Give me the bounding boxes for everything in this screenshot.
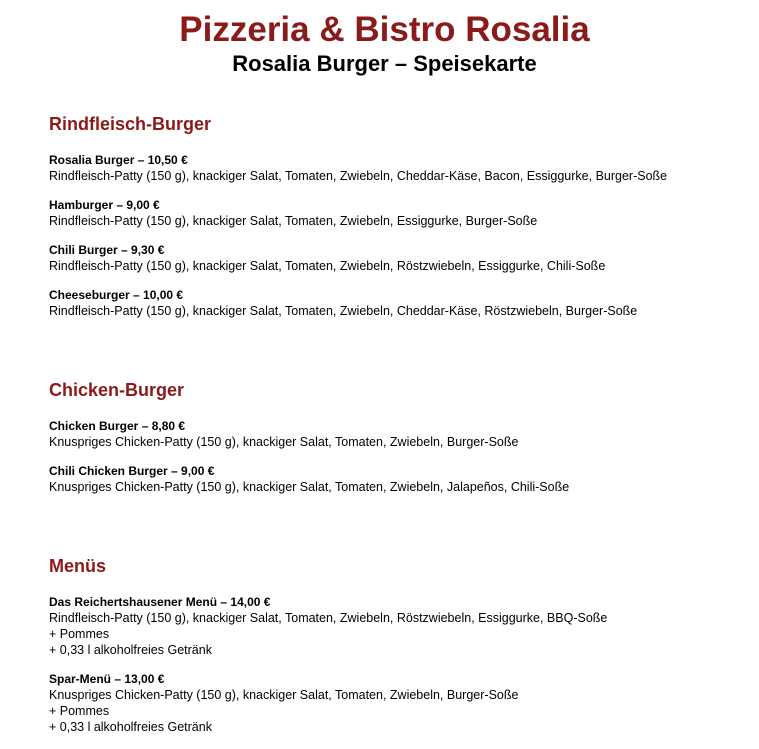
- menu-item-name: Chili Chicken Burger – 9,00 €: [49, 464, 215, 478]
- menu-item-description: Rindfleisch-Patty (150 g), knackiger Salat, Tomaten, Zwiebeln, Röstzwiebeln, Essiggurke, Chili-Soße: [49, 259, 606, 273]
- menu-item-name: Chicken Burger – 8,80 €: [49, 419, 186, 433]
- menu-item: [49, 287, 749, 319]
- menu-item-description: Rindfleisch-Patty (150 g), knackiger Salat, Tomaten, Zwiebeln, Essiggurke, Burger-Soße: [49, 214, 538, 228]
- menu-item: [49, 152, 749, 184]
- menu-item: [49, 242, 749, 274]
- section-heading: Rindfleisch-Burger: [49, 114, 212, 134]
- menu-item-description: Rindfleisch-Patty (150 g), knackiger Salat, Tomaten, Zwiebeln, Röstzwiebeln, Essiggurke, BBQ-Soße: [49, 611, 608, 625]
- menu-item-name: Cheeseburger – 10,00 €: [49, 288, 184, 302]
- menu-item-extra: + 0,33 l alkoholfreies Getränk: [49, 720, 212, 734]
- menu-item-name: Rosalia Burger – 10,50 €: [49, 153, 188, 167]
- menu-item-name: Das Reichertshausener Menü – 14,00 €: [49, 595, 271, 609]
- menu-item-description: Knuspriges Chicken-Patty (150 g), knackiger Salat, Tomaten, Zwiebeln, Jalapeños, Chili-Soße: [49, 480, 570, 494]
- menu-item-name: Hamburger – 9,00 €: [49, 198, 160, 212]
- menu-item: [49, 197, 749, 229]
- menu-item-name: Spar-Menü – 13,00 €: [49, 672, 165, 686]
- menu-item-description: Knuspriges Chicken-Patty (150 g), knackiger Salat, Tomaten, Zwiebeln, Burger-Soße: [49, 435, 519, 449]
- menu-item: [49, 463, 749, 495]
- section-chicken-burger: [49, 379, 749, 508]
- menu-item-name: Chili Burger – 9,30 €: [49, 243, 165, 257]
- menu-item: [49, 671, 749, 735]
- section-rindfleisch-burger: [49, 113, 749, 332]
- section-heading: Menüs: [49, 556, 107, 576]
- menu-item-description: Rindfleisch-Patty (150 g), knackiger Salat, Tomaten, Zwiebeln, Cheddar-Käse, Röstzwiebeln, Burger-Soße: [49, 304, 638, 318]
- section-heading: Chicken-Burger: [49, 380, 185, 400]
- menu-item-extra: + Pommes: [49, 627, 110, 641]
- menu-item-extra: + Pommes: [49, 704, 110, 718]
- menu-item: [49, 418, 749, 450]
- section-menues: [49, 555, 749, 748]
- page-title: Pizzeria & Bistro Rosalia: [179, 10, 590, 49]
- menu-item-extra: + 0,33 l alkoholfreies Getränk: [49, 643, 212, 657]
- menu-item-description: Knuspriges Chicken-Patty (150 g), knackiger Salat, Tomaten, Zwiebeln, Burger-Soße: [49, 688, 519, 702]
- menu-item: [49, 594, 749, 658]
- page-subtitle: Rosalia Burger – Speisekarte: [232, 51, 537, 76]
- menu-item-description: Rindfleisch-Patty (150 g), knackiger Salat, Tomaten, Zwiebeln, Cheddar-Käse, Bacon, Essiggurke, Burger-Soße: [49, 169, 668, 183]
